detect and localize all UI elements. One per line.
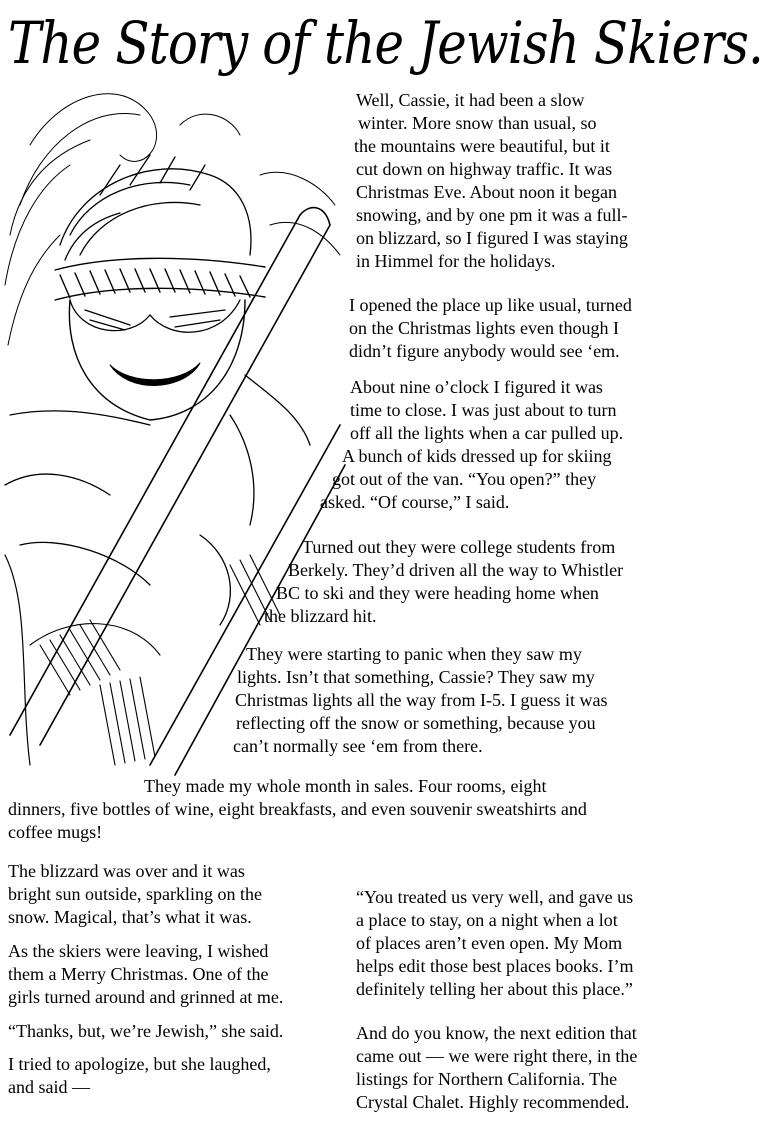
text-line: Turned out they were college students from bbox=[302, 537, 616, 557]
text-line: “You treated us very well, and gave us bbox=[356, 887, 634, 907]
paragraph-7 bbox=[8, 860, 262, 929]
paragraph-1 bbox=[356, 89, 628, 273]
text-line: got out of the van. “You open?” they bbox=[332, 469, 597, 489]
text-line: Well, Cassie, it had been a slow bbox=[356, 90, 585, 110]
paragraph-6 bbox=[8, 775, 587, 844]
paragraph-11 bbox=[356, 886, 633, 1001]
text-line: helps edit those best places books. I’m bbox=[356, 956, 634, 976]
text-line: time to close. I was just about to turn bbox=[350, 400, 617, 420]
paragraph-3 bbox=[320, 376, 624, 514]
text-line: of places aren’t even open. My Mom bbox=[356, 933, 623, 953]
story-title: The Story of the Jewish Skiers. bbox=[8, 9, 763, 77]
text-line: They made my whole month in sales. Four rooms, eight bbox=[144, 776, 547, 796]
text-line: “Thanks, but, we’re Jewish,” she said. bbox=[8, 1021, 284, 1041]
paragraph-12 bbox=[356, 1022, 637, 1114]
paragraph-9 bbox=[8, 1020, 283, 1043]
text-line: I tried to apologize, but she laughed, bbox=[8, 1054, 271, 1074]
text-line: reflecting off the snow or something, because you bbox=[236, 713, 596, 733]
text-line: A bunch of kids dressed up for skiing bbox=[342, 446, 612, 466]
text-line: the blizzard hit. bbox=[264, 606, 377, 626]
text-line: About nine o’clock I figured it was bbox=[350, 377, 603, 397]
text-line: And do you know, the next edition that bbox=[356, 1023, 637, 1043]
text-line: I opened the place up like usual, turned bbox=[349, 295, 632, 315]
text-line: winter. More snow than usual, so bbox=[358, 113, 597, 133]
text-line: dinners, five bottles of wine, eight breakfasts, and even souvenir sweatshirts and bbox=[8, 799, 587, 819]
text-line: They were starting to panic when they saw my bbox=[246, 644, 582, 664]
text-line: Crystal Chalet. Highly recommended. bbox=[356, 1092, 630, 1112]
paragraph-5 bbox=[233, 643, 608, 758]
text-line: didn’t figure anybody would see ‘em. bbox=[349, 341, 620, 361]
text-line: As the skiers were leaving, I wished bbox=[8, 941, 269, 961]
text-line: snowing, and by one pm it was a full- bbox=[356, 205, 628, 225]
text-line: definitely telling her about this place.” bbox=[356, 979, 633, 999]
text-line: coffee mugs! bbox=[8, 822, 103, 842]
text-line: lights. Isn’t that something, Cassie? They saw my bbox=[237, 667, 595, 687]
paragraph-4 bbox=[264, 536, 624, 628]
text-line: BC to ski and they were heading home when bbox=[276, 583, 599, 603]
paragraph-10 bbox=[8, 1053, 271, 1099]
text-line: The blizzard was over and it was bbox=[8, 861, 245, 881]
text-line: Berkely. They’d driven all the way to Whistler bbox=[288, 560, 624, 580]
text-line: came out — we were right there, in the bbox=[356, 1046, 638, 1066]
text-line: on the Christmas lights even though I bbox=[349, 318, 619, 338]
paragraph-2 bbox=[349, 294, 632, 363]
text-line: and said — bbox=[8, 1077, 90, 1097]
text-line: in Himmel for the holidays. bbox=[356, 251, 556, 271]
text-line: can’t normally see ‘em from there. bbox=[233, 736, 483, 756]
text-line: girls turned around and grinned at me. bbox=[8, 987, 284, 1007]
text-line: a place to stay, on a night when a lot bbox=[356, 910, 618, 930]
text-line: bright sun outside, sparkling on the bbox=[8, 884, 262, 904]
text-line: Christmas lights all the way from I-5. I guess it was bbox=[235, 690, 608, 710]
text-line: asked. “Of course,” I said. bbox=[320, 492, 510, 512]
text-line: cut down on highway traffic. It was bbox=[356, 159, 613, 179]
text-line: them a Merry Christmas. One of the bbox=[8, 964, 269, 984]
text-line: the mountains were beautiful, but it bbox=[354, 136, 610, 156]
paragraph-8 bbox=[8, 940, 283, 1009]
text-line: snow. Magical, that’s what it was. bbox=[8, 907, 252, 927]
text-line: on blizzard, so I figured I was staying bbox=[356, 228, 628, 248]
text-line: listings for Northern California. The bbox=[356, 1069, 618, 1089]
text-line: Christmas Eve. About noon it began bbox=[356, 182, 617, 202]
text-line: off all the lights when a car pulled up. bbox=[350, 423, 624, 443]
